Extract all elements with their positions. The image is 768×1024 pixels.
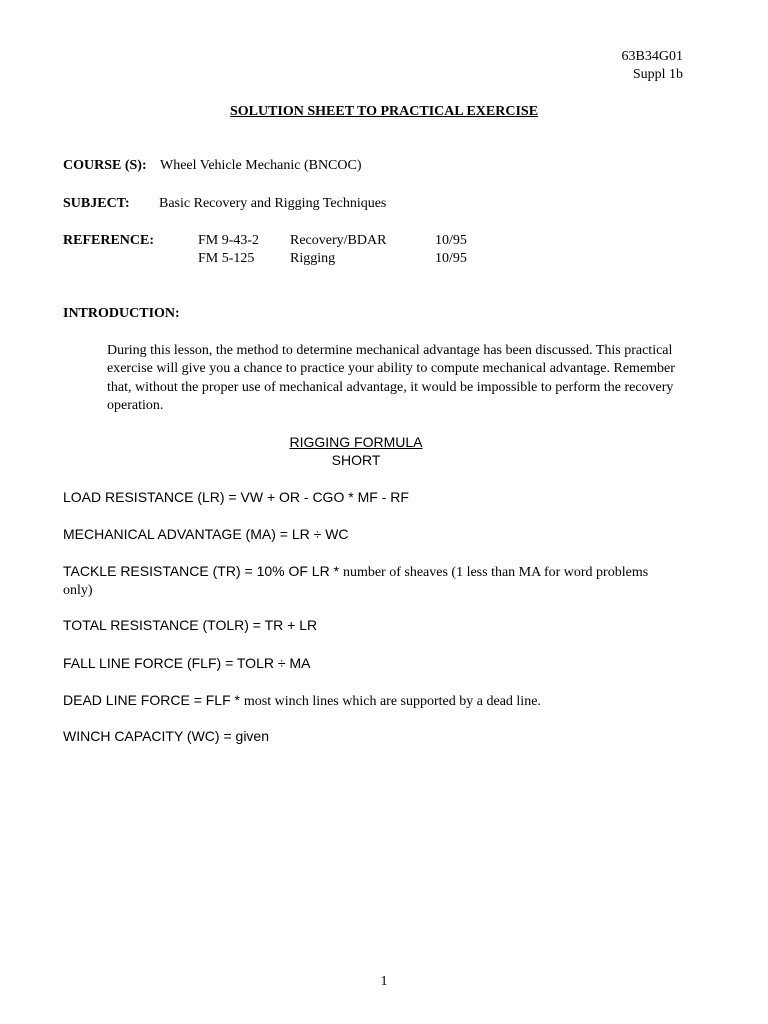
supplement-label: Suppl 1b — [632, 67, 683, 82]
formula-winch-capacity: WINCH CAPACITY (WC) = given — [63, 728, 270, 744]
tackle-resistance-note: number of sheaves (1 less than MA for word problems only) — [63, 565, 649, 598]
reference-date: 10/95 — [435, 233, 467, 248]
formula-load-resistance: LOAD RESISTANCE (LR) = VW + OR - CGO * MF - RF — [63, 489, 409, 505]
subject-label: SUBJECT: — [63, 196, 130, 211]
course-value: Wheel Vehicle Mechanic (BNCOC) — [160, 158, 362, 173]
reference-label: REFERENCE: — [63, 233, 155, 248]
introduction-heading: INTRODUCTION: — [63, 306, 180, 321]
dead-line-force-note: most winch lines which are supported by a dead line. — [243, 694, 541, 709]
introduction-paragraph: During this lesson, the method to determine mechanical advantage has been discussed. This practical exercise will give you a chance to practice your ability to compute mechanical advantage. Remember that, without the proper use of mechanical advantage, it would be impossible to perform the recovery operation. — [107, 343, 675, 413]
reference-pub: FM 9-43-2 — [198, 233, 260, 248]
reference-date: 10/95 — [435, 251, 467, 266]
page-title: SOLUTION SHEET TO PRACTICAL EXERCISE — [229, 104, 539, 119]
course-label: COURSE (S): — [63, 158, 147, 173]
reference-title: Rigging — [290, 251, 336, 266]
document-number: 63B34G01 — [621, 49, 683, 64]
tackle-resistance-formula: TACKLE RESISTANCE (TR) = 10% OF LR * — [63, 563, 343, 579]
formula-dead-line-force — [63, 691, 541, 711]
formula-subheading: SHORT — [331, 452, 381, 468]
formula-total-resistance: TOTAL RESISTANCE (TOLR) = TR + LR — [63, 617, 318, 633]
reference-pub: FM 5-125 — [198, 251, 255, 266]
formula-heading: RIGGING FORMULA — [289, 434, 423, 450]
formula-fall-line-force: FALL LINE FORCE (FLF) = TOLR ÷ MA — [63, 655, 311, 671]
formula-tackle-resistance — [63, 562, 663, 600]
reference-title: Recovery/BDAR — [290, 233, 387, 248]
formula-mechanical-advantage: MECHANICAL ADVANTAGE (MA) = LR ÷ WC — [63, 526, 349, 542]
subject-value: Basic Recovery and Rigging Techniques — [159, 196, 387, 211]
page-number: 1 — [380, 974, 388, 989]
dead-line-force-formula: DEAD LINE FORCE = FLF * — [63, 692, 244, 708]
